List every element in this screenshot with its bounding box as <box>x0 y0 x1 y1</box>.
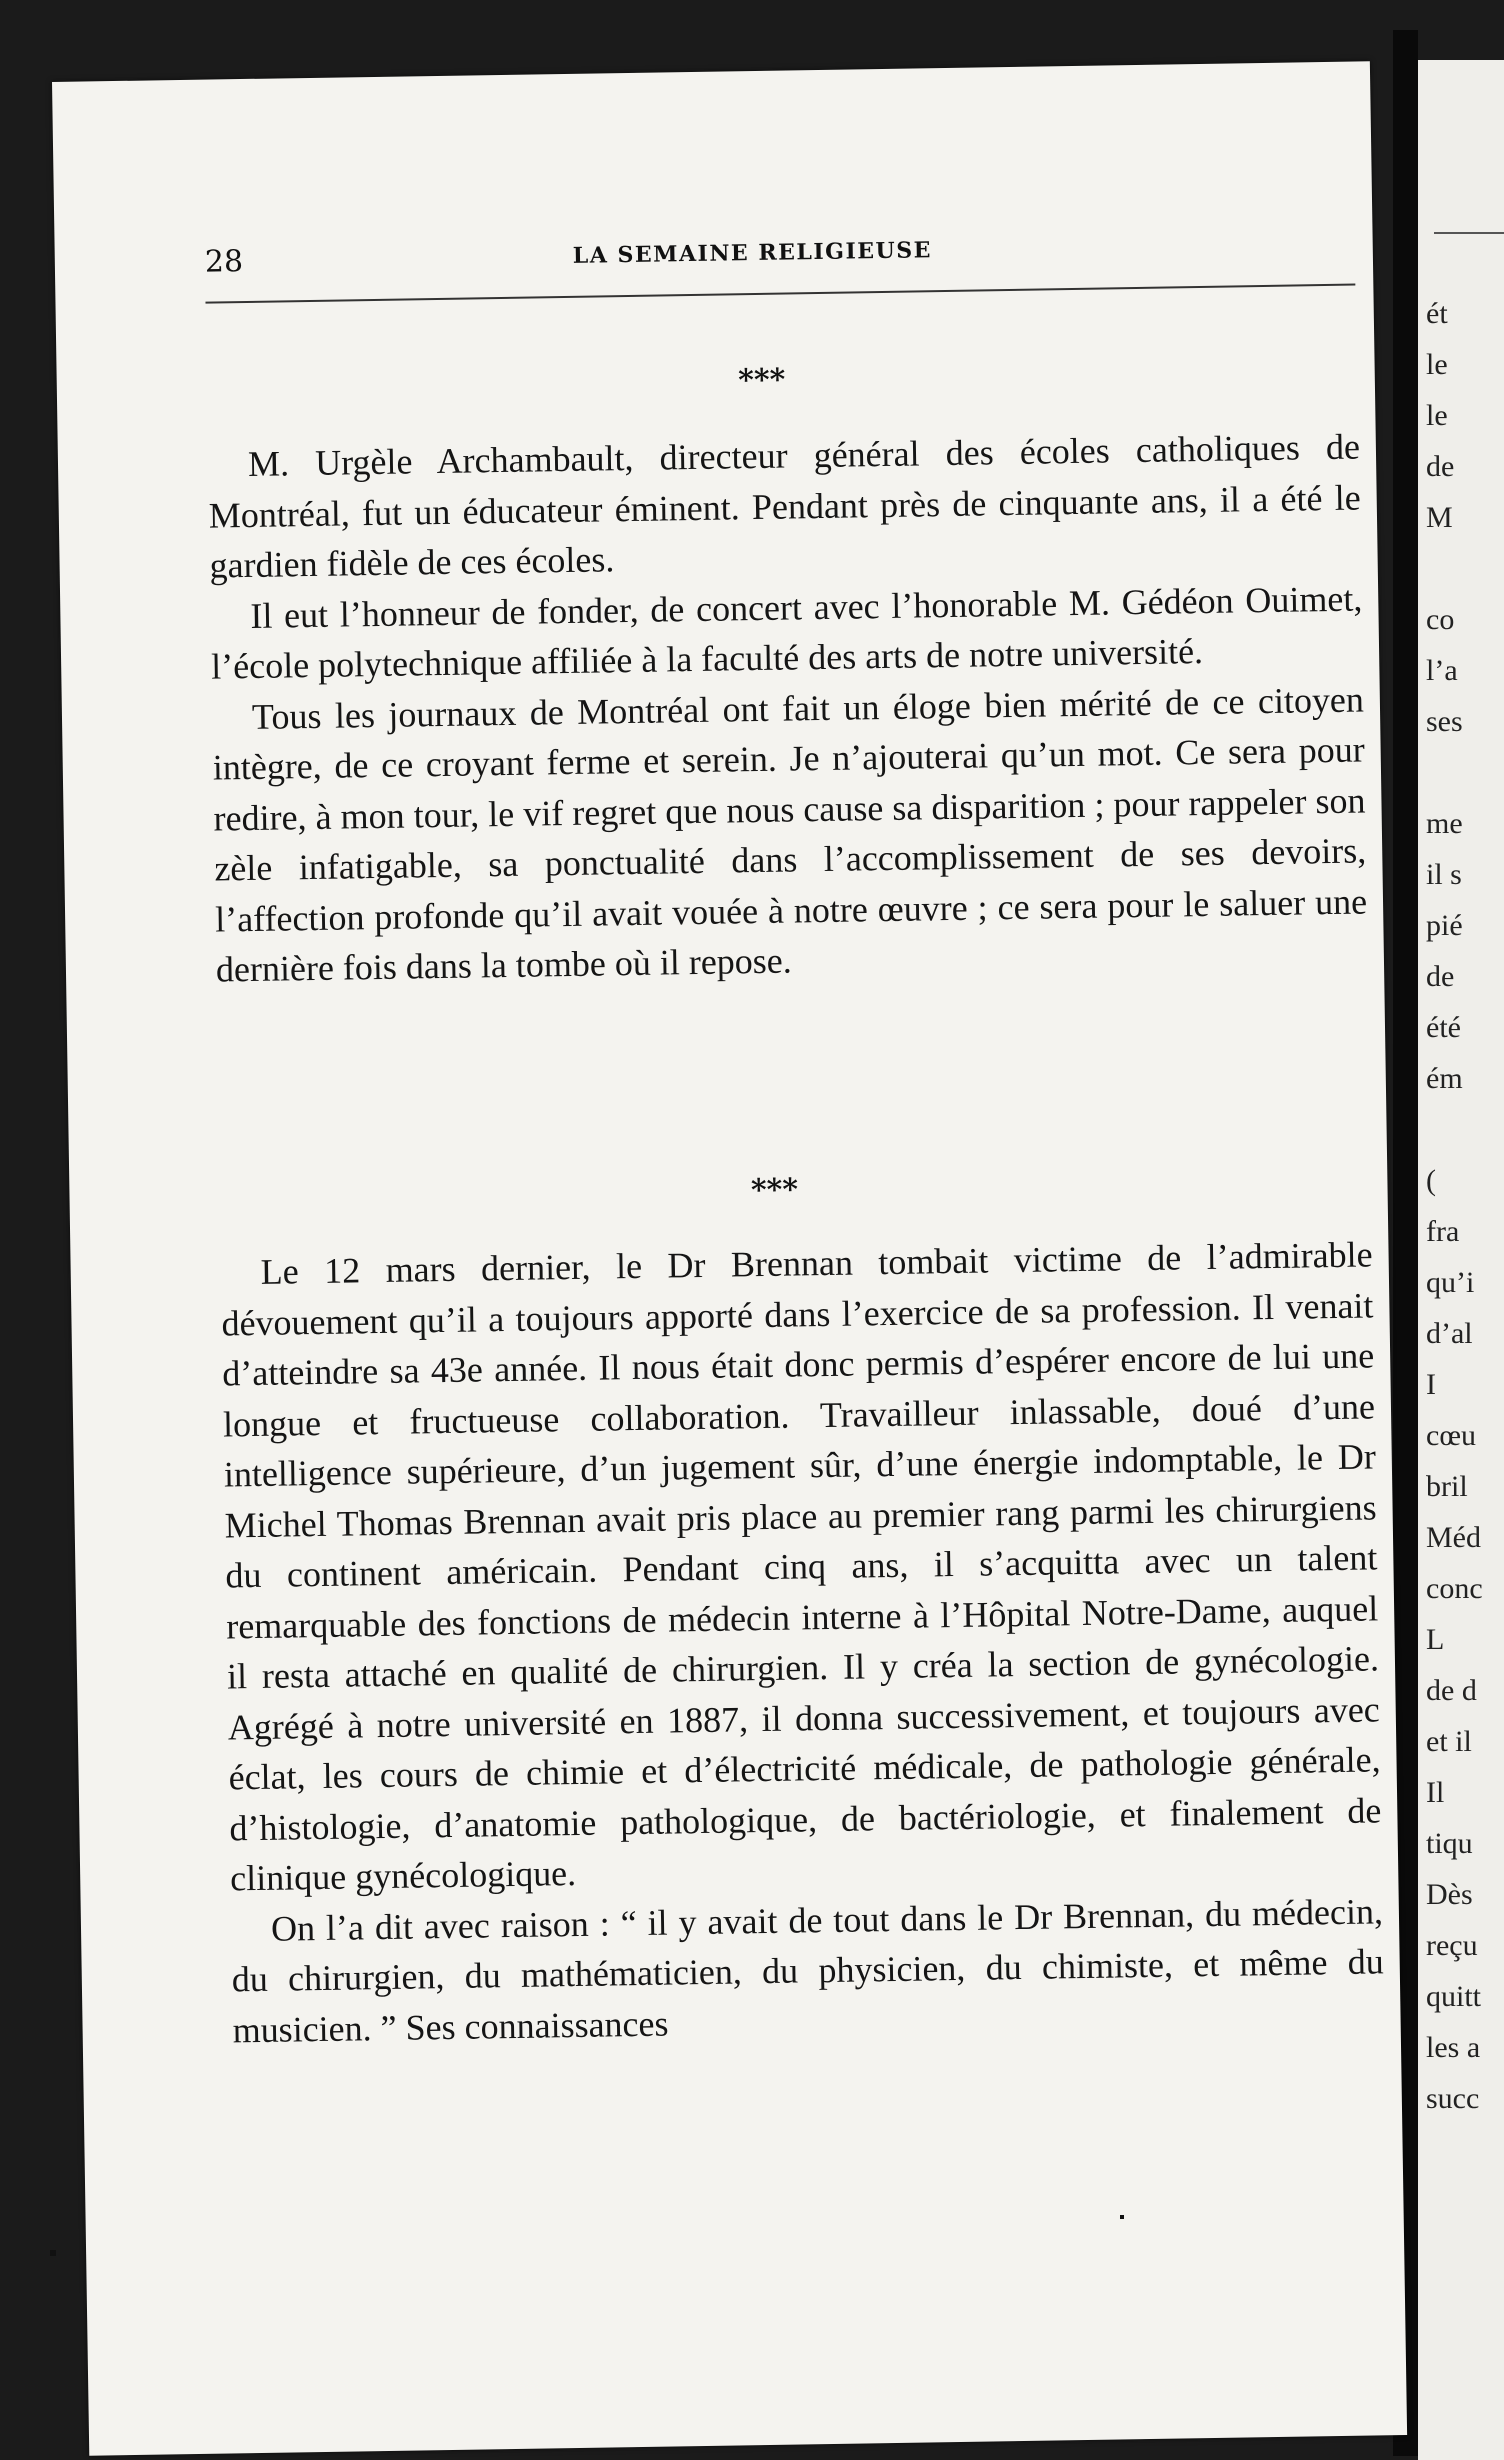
facing-page-line: d’al <box>1426 1317 1473 1350</box>
facing-page-text <box>1426 288 1483 2124</box>
facing-page-line: qu’i <box>1426 1266 1475 1299</box>
paragraph: Il eut l’honneur de fonder, de concert avec l’honorable M. Gédéon Ouimet, l’école polytechnique affiliée à la faculté des arts de notre université. <box>210 577 1363 687</box>
facing-page-line: succ <box>1426 2082 1480 2115</box>
facing-page-line: le <box>1426 348 1448 381</box>
paragraph: Tous les journaux de Montréal ont fait un éloge bien mérité de ce citoyen intègre, de ce croyant ferme et serein. Je n’ajouterai qu’un mot. Ce sera pour redire, à mon tour, le vif regret que nous cause sa disparition ; pour rappeler son zèle infatigable, sa ponctualité dans l’accomplissement de ses devoirs, l’affection profonde qu’il avait vouée à notre œuvre ; ce sera pour le saluer une dernière fois dans la tombe où il repose. <box>212 678 1368 990</box>
facing-page-line: l’a <box>1426 654 1458 687</box>
facing-page-line <box>1426 747 1483 798</box>
running-head <box>205 227 1356 295</box>
facing-page-line: été <box>1426 1011 1461 1044</box>
facing-page-line: il s <box>1426 858 1462 891</box>
facing-page-line: ses <box>1426 705 1463 738</box>
facing-page-line: co <box>1426 603 1455 636</box>
facing-page-line: Dès <box>1426 1878 1473 1911</box>
facing-page-line: fra <box>1426 1215 1460 1248</box>
facing-page-line: M <box>1426 501 1453 534</box>
facing-page-line: bril <box>1426 1470 1468 1503</box>
facing-page-line: Méd <box>1426 1521 1481 1554</box>
article-brennan <box>220 1229 1385 2055</box>
facing-page-line: me <box>1426 807 1463 840</box>
facing-page-line <box>1426 543 1483 594</box>
facing-page-line: de <box>1426 450 1455 483</box>
facing-page-line: les a <box>1426 2031 1481 2064</box>
facing-page-line: I <box>1426 1368 1436 1401</box>
facing-page-line: L <box>1426 1623 1445 1656</box>
facing-page-rule <box>1434 232 1504 234</box>
facing-page-line: cœu <box>1426 1419 1476 1452</box>
paragraph: On l’a dit avec raison : “ il y avait de tout dans le Dr Brennan, du médecin, du chirurgien, du mathématicien, du physicien, du chimiste, et même du musicien. ” Ses connaissances <box>231 1890 1384 2050</box>
facing-page-line: pié <box>1426 909 1463 942</box>
article-archambault <box>208 422 1369 996</box>
paragraph: Le 12 mars dernier, le Dr Brennan tombait victime de l’admirable dévouement qu’il a toujours apporté dans l’exercice de sa profession. Il venait d’atteindre sa 43e année. Il nous était donc permis d’espérer encore de lui une longue et fructueuse collaboration. Travailleur inlassable, doué d’une intelligence supérieure, d’un jugement sûr, d’une énergie indomptable, le Dr Michel Thomas Brennan avait pris place au premier rang parmi les chirurgiens du continent américain. Pendant cinq ans, il s’acquitta avec un talent remarquable des fonctions de médecin interne à l’Hôpital Notre-Dame, auquel il resta attaché en qualité de chirurgien. Il y créa la section de gynécologie. Agrégé à notre université en 1887, il donna successivement, et toujours avec éclat, les cours de chimie et d’électricité médicale, de pathologie générale, d’histologie, d’anatomie pathologique, de bactériologie, et finalement de clinique gynécologique. <box>221 1234 1382 1899</box>
running-head-title: LA SEMAINE RELIGIEUSE <box>572 237 933 269</box>
facing-page <box>1418 60 1504 2460</box>
scan-speck <box>1120 2215 1124 2219</box>
scan-speck <box>50 2250 56 2256</box>
facing-page-line: le <box>1426 399 1448 432</box>
section-separator: *** <box>750 1172 799 1209</box>
book-page <box>52 61 1407 2455</box>
facing-page-line: de <box>1426 960 1455 993</box>
facing-page-line: quitt <box>1426 1980 1482 2013</box>
facing-page-line: ém <box>1426 1062 1463 1095</box>
paragraph: M. Urgèle Archambault, directeur général des écoles catholiques de Montréal, fut un éducateur éminent. Pendant près de cinquante ans, il a été le gardien fidèle de ces écoles. <box>208 426 1361 586</box>
facing-page-line: Il <box>1426 1776 1445 1809</box>
facing-page-line: ( <box>1426 1164 1436 1197</box>
facing-page-line: et il <box>1426 1725 1472 1758</box>
facing-page-line: conc <box>1426 1572 1483 1605</box>
facing-page-line <box>1426 1104 1483 1155</box>
facing-page-line: ét <box>1426 297 1448 330</box>
page-number: 28 <box>204 244 244 280</box>
facing-page-line: de d <box>1426 1674 1477 1707</box>
facing-page-line: reçu <box>1426 1929 1478 1962</box>
facing-page-line: tiqu <box>1426 1827 1473 1860</box>
section-separator: *** <box>737 362 786 399</box>
